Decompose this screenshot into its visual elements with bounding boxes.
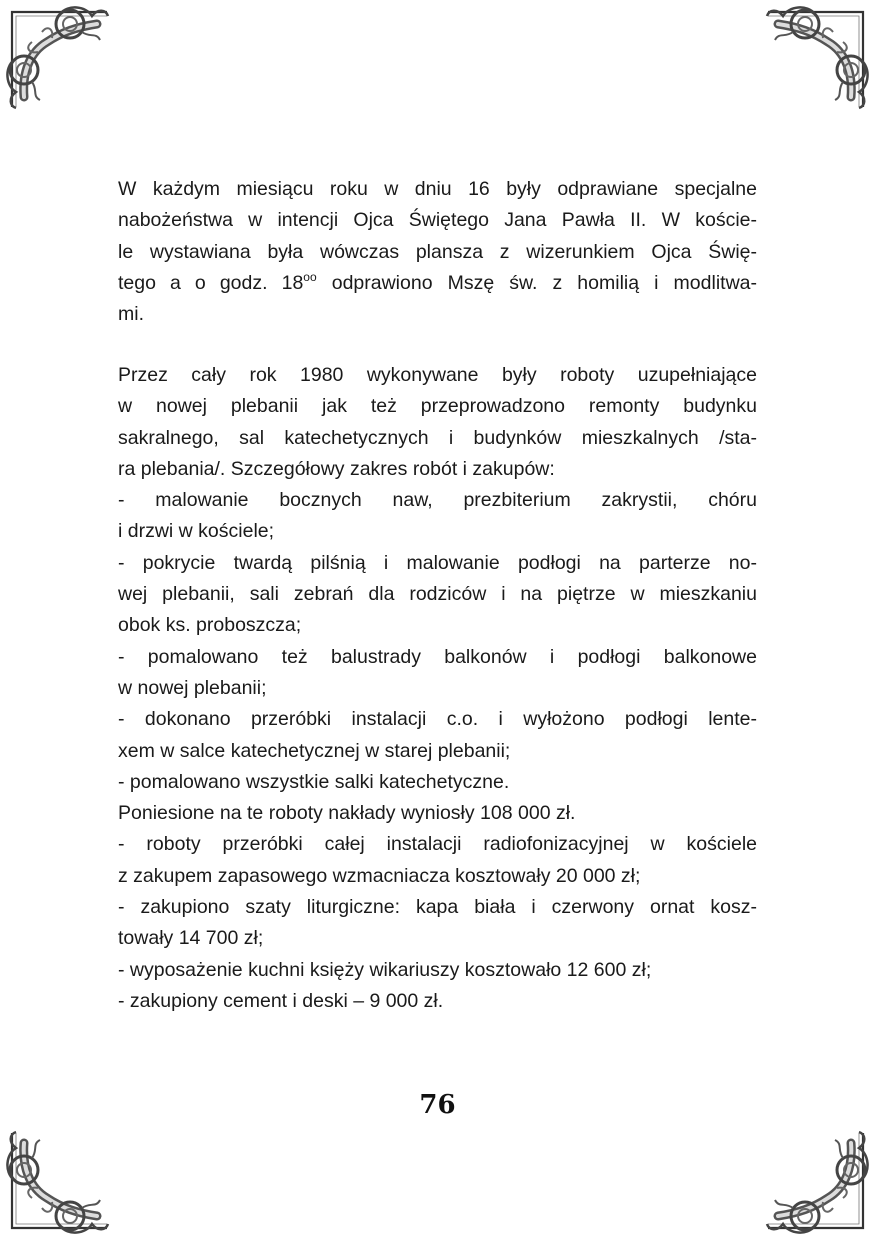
list-item-line: z zakupem zapasowego wzmacniacza kosztowały 20 000 zł; — [118, 864, 641, 887]
text-line: sakralnego, sal katechetycznych i budynków mieszkalnych /sta- — [118, 426, 757, 449]
text-segment: odprawiono Mszę św. z homilią i modlitwa- — [316, 271, 757, 294]
text-line: W każdym miesiącu roku w dniu 16 były odprawiane specjalne — [118, 178, 757, 200]
list-item-line: - malowanie bocznych naw, prezbiterium zakrystii, chóru — [118, 489, 757, 512]
list-item-line: w nowej plebanii; — [118, 676, 267, 699]
text-line: nabożeństwa w intencji Ojca Świętego Jana Pawła II. W koście- — [118, 209, 757, 232]
list-item-line: obok ks. proboszcza; — [118, 614, 302, 637]
text-line: le wystawiana była wówczas plansza z wizerunkiem Ojca Świę- — [118, 240, 757, 263]
list-item-line: - pokrycie twardą pilśnią i malowanie podłogi na parterze no- — [118, 551, 757, 574]
list-item-line: wej plebanii, sali zebrań dla rodziców i na piętrze w mieszkaniu — [118, 583, 757, 606]
page-number: 76 — [419, 1090, 456, 1120]
list-item-line: - wyposażenie kuchni księży wikariuszy kosztowało 12 600 zł; — [118, 958, 652, 981]
paragraph-1 — [118, 174, 757, 330]
list-item-line: towały 14 700 zł; — [118, 927, 264, 950]
corner-ornament-top-right — [761, 2, 873, 114]
list-item-line: i drzwi w kościele; — [118, 520, 275, 543]
text-line: ra plebania/. Szczegółowy zakres robót i zakupów: — [118, 457, 555, 480]
list-item-line: - roboty przeróbki całej instalacji radiofonizacyjnej w kościele — [118, 833, 757, 856]
text-line: mi. — [118, 303, 144, 326]
superscript-minutes: oo — [303, 269, 317, 284]
paragraph-2 — [118, 360, 757, 1017]
list-item-line: xem w salce katechetycznej w starej plebanii; — [118, 739, 511, 762]
text-line: w nowej plebanii jak też przeprowadzono remonty budynku — [118, 395, 757, 418]
text-line: Przez cały rok 1980 wykonywane były roboty uzupełniające — [118, 364, 757, 386]
text-line: Poniesione na te roboty nakłady wyniosły 108 000 zł. — [118, 802, 576, 825]
list-item-line: - zakupiony cement i deski – 9 000 zł. — [118, 989, 444, 1012]
list-item-line: - pomalowano też balustrady balkonów i podłogi balkonowe — [118, 645, 757, 668]
list-item-line: - zakupiono szaty liturgiczne: kapa biała i czerwony ornat kosz- — [118, 896, 757, 919]
text-segment: tego a o godz. 18 — [118, 271, 304, 294]
list-item-line: - pomalowano wszystkie salki katechetyczne. — [118, 770, 510, 793]
corner-ornament-bottom-left — [2, 1126, 114, 1238]
list-item-line: - dokonano przeróbki instalacji c.o. i wyłożono podłogi lente- — [118, 708, 757, 731]
text-line — [118, 268, 757, 299]
corner-ornament-top-left — [2, 2, 114, 114]
corner-ornament-bottom-right — [761, 1126, 873, 1238]
